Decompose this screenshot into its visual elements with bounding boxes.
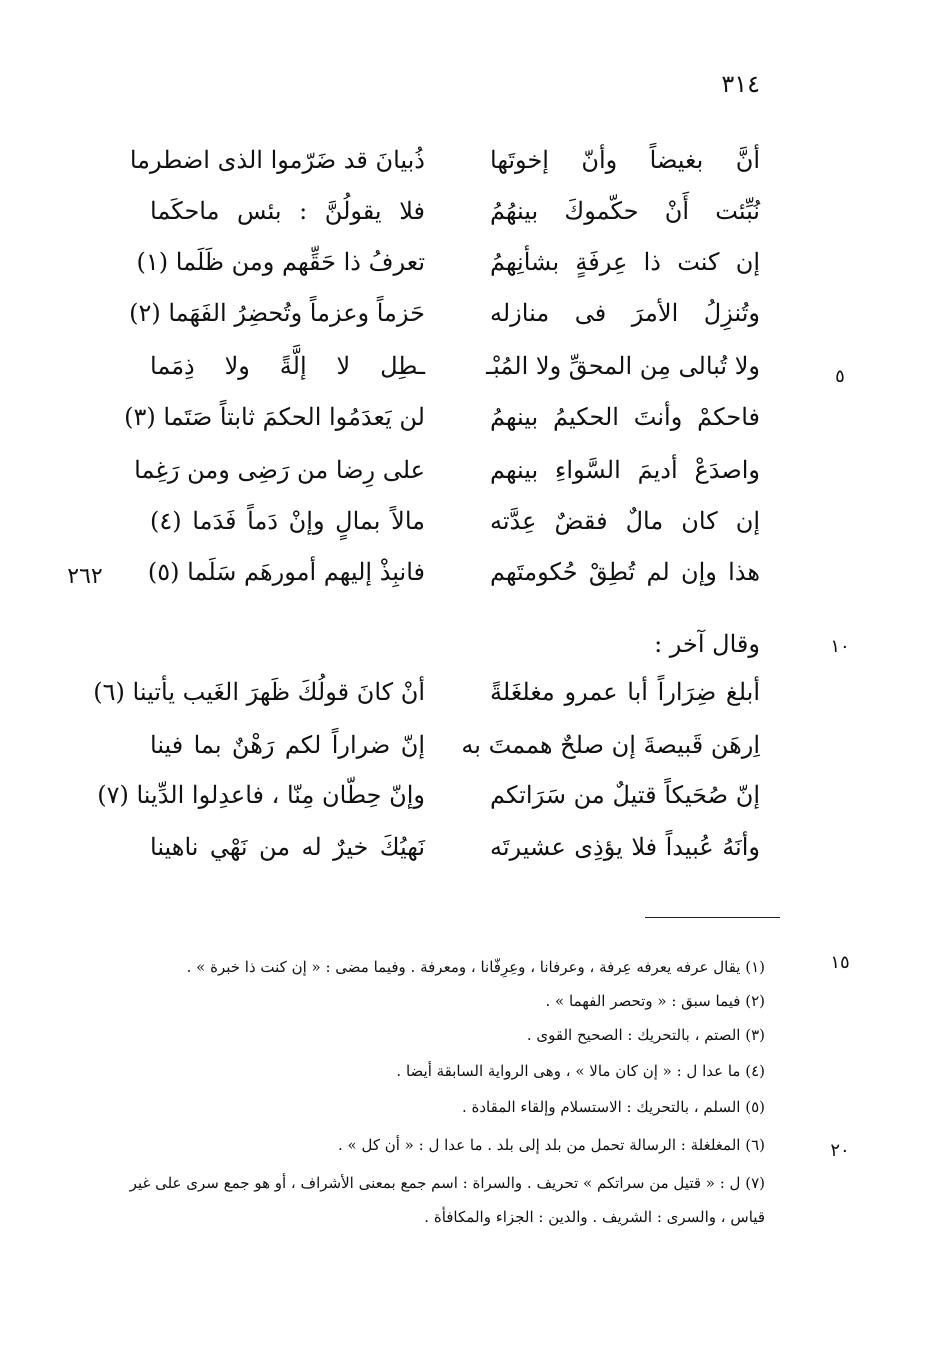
footnote-5: (٥) السلم ، بالتحريك : الاستسلام وإلقاء المقادة .: [461, 1098, 765, 1116]
hemistich-first: اِرهَن قَبيصةَ إن صلحٌ هممتَ به: [461, 731, 760, 759]
hemistich-first: فاحكمْ وأنتَ الحكيمُ بينهمُ: [490, 403, 760, 431]
hemistich-first: إنّ صُحَيكاً قتيلٌ من سَرَاتكم: [490, 781, 760, 809]
line-marker-15: ١٥: [830, 952, 850, 973]
footnote-separator: [645, 917, 780, 918]
hemistich-second: ذُبيانَ قد ضَرّموا الذى اضطرما: [129, 146, 425, 174]
verse: [124, 403, 760, 453]
verse: [150, 507, 760, 557]
poem-2-intro: وقال آخر :: [654, 630, 760, 658]
hemistich-first: واصدَعْ أديمَ السَّواءِ بينهم: [490, 456, 760, 484]
hemistich-first: أبلغ ضِرَاراً أبا عمرو مغلغَلةً: [490, 678, 760, 706]
hemistich-first: أنَّ بغيضاً وأنّ إخوتَها: [490, 146, 760, 174]
hemistich-first: ولا تُبالى مِن المحقِّ ولا المُبْـ: [486, 352, 760, 380]
verse: [150, 352, 760, 402]
hemistich-second: إنّ ضراراً لكم رَهْنٌ بما فينا: [150, 731, 425, 759]
hemistich-second: حَزماً وعزماً وتُحضِرُ الفَهَما (٢): [129, 299, 425, 327]
line-marker-10: ١٠: [830, 636, 850, 657]
verse: [150, 731, 760, 781]
hemistich-second: نَهيُكَ خيرٌ له من نَهْي ناهينا: [150, 833, 425, 861]
footnote-6: (٦) المغلغلة : الرسالة تحمل من بلد إلى بلد . ما عدا ل : « أن كل » .: [337, 1136, 765, 1154]
verse: [136, 248, 760, 298]
hemistich-first: إن كنت ذا عِرفَةٍ بشأنِهمُ: [490, 248, 760, 276]
hemistich-second: لن يَعدَمُوا الحكمَ ثابتاً صَتَما (٣): [124, 403, 425, 431]
hemistich-second: فلا يقولُنَّ : بئس ماحكَما: [150, 197, 425, 225]
footnote-1: (١) يقال عرفه يعرفه عِرفة ، وعرفانا ، وعِرِفّانا ، ومعرفة . وفيما مضى : « إن كنت ذا خبرة » .: [186, 958, 765, 976]
line-marker-20: ٢٠: [830, 1140, 850, 1161]
hemistich-second: مالاً بمالٍ وإنْ دَماً فَدَما (٤): [150, 507, 425, 535]
page-number: ٣١٤: [721, 70, 760, 98]
hemistich-second: تعرفُ ذا حَقِّهم ومن ظَلَما (١): [136, 248, 425, 276]
hemistich-second: ـطِل لا إلَّةً ولا ذِمَما: [150, 352, 425, 380]
hemistich-first: وأنَهُ عُبيداً فلا يؤذِى عشيرتَه: [490, 833, 760, 861]
hemistich-second: على رِضا من رَضِى ومن رَغِما: [134, 456, 425, 484]
verse: [97, 781, 760, 831]
hemistich-second: فانبِذْ إليهم أمورهَم سَلَما (٥): [147, 558, 425, 586]
hemistich-first: إن كان مالٌ فقضٌ عِدَّته: [490, 507, 760, 535]
hemistich-first: نُبِّئت أَنْ حكّموكَ بينهُمُ: [490, 197, 760, 225]
hemistich-second: أنْ كانَ قولُكَ ظَهرَ الغَيب يأتينا (٦): [93, 678, 425, 706]
hemistich-second: وإنّ حِطّان مِنّا ، فاعدِلوا الدِّينا (٧): [97, 781, 425, 809]
verse: [129, 146, 760, 196]
hemistich-first: وتُنزِلُ الأمرَ فى منازله: [490, 299, 760, 327]
verse: [150, 197, 760, 247]
verse: [129, 299, 760, 349]
verse: [134, 456, 760, 506]
footnote-4: (٤) ما عدا ل : « إن كان مالا » ، وهى الرواية السابقة أيضا .: [396, 1062, 765, 1080]
verse: [150, 833, 760, 883]
source-page-number: ٢٦٢: [67, 564, 103, 589]
hemistich-first: هذا وإن لم تُطِقْ حُكومتَهم: [490, 558, 760, 586]
line-marker-5: ٥: [835, 366, 845, 387]
verse: [147, 558, 760, 608]
footnote-7: (٧) ل : « قتيل من سراتكم » تحريف . والسراة : اسم جمع بمعنى الأشراف ، أو هو جمع سرى على غير قياس ، والسرى : الشريف . والدين : الجزاء والمكافأة .: [129, 1174, 765, 1226]
footnote-3: (٣) الصتم ، بالتحريك : الصحيح القوى .: [526, 1026, 765, 1044]
verse: [93, 678, 760, 728]
footnote-2: (٢) فيما سبق : « وتحصر الفهما » .: [545, 992, 765, 1010]
